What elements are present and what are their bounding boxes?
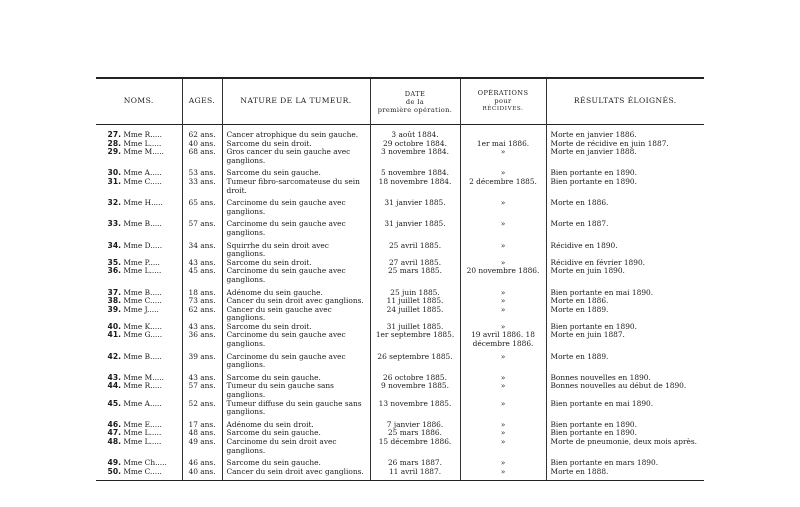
case-number: 44. <box>107 382 121 391</box>
patient-name: Mme G..... <box>123 331 163 340</box>
long-term-result: Morte en 1889. <box>546 353 704 370</box>
bottom-rule <box>96 480 704 481</box>
patient-age: 43 ans. <box>182 323 222 332</box>
long-term-result: Récidive en février 1890. <box>546 259 704 268</box>
patient-age: 57 ans. <box>182 382 222 399</box>
long-term-result: Morte en 1889. <box>546 306 704 323</box>
case-number: 28. <box>107 139 121 148</box>
header-results: RÉSULTATS ÉLOIGNÉS. <box>546 79 704 125</box>
patient-age: 48 ans. <box>182 429 222 438</box>
patient-name-cell <box>96 421 182 430</box>
patient-name-cell <box>96 242 182 259</box>
patient-name: Mme M..... <box>123 373 164 382</box>
first-operation-date: 25 mars 1886. <box>370 429 460 438</box>
patient-name-cell <box>96 148 182 165</box>
patient-name: Mme C..... <box>123 297 162 306</box>
case-number: 46. <box>107 420 121 429</box>
recurrence-operations: » <box>460 468 546 477</box>
recurrence-operations: » <box>460 421 546 430</box>
header-date-line3: première opération. <box>377 105 453 114</box>
table-row <box>96 242 704 259</box>
case-number: 41. <box>107 331 121 340</box>
tumor-nature: Adénome du sein gauche. <box>222 289 370 298</box>
long-term-result: Bien portante en mai 1890. <box>546 400 704 417</box>
tumor-nature: Cancer du sein droit avec ganglions. <box>222 297 370 306</box>
first-operation-date: 9 novembre 1885. <box>370 382 460 399</box>
table-row <box>96 323 704 332</box>
recurrence-operations: » <box>460 429 546 438</box>
patient-name-cell <box>96 323 182 332</box>
header-name: NOMS. <box>123 96 154 106</box>
table-row <box>96 468 704 477</box>
long-term-result: Morte en 1886. <box>546 297 704 306</box>
recurrence-operations: 20 novembre 1886. <box>460 267 546 284</box>
patient-name-cell <box>96 267 182 284</box>
table-row <box>96 459 704 468</box>
table-row <box>96 421 704 430</box>
patient-age: 53 ans. <box>182 169 222 178</box>
first-operation-date: 26 mars 1887. <box>370 459 460 468</box>
patient-age: 45 ans. <box>182 267 222 284</box>
first-operation-date: 3 novembre 1884. <box>370 148 460 165</box>
patient-name-cell <box>96 178 182 195</box>
patient-age: 39 ans. <box>182 353 222 370</box>
patient-age: 17 ans. <box>182 421 222 430</box>
tumor-nature: Sarcome du sein droit. <box>222 323 370 332</box>
case-number: 50. <box>107 467 121 476</box>
tumor-nature: Carcinome du sein droit avec ganglions. <box>222 438 370 455</box>
case-number: 49. <box>107 459 121 468</box>
case-number: 40. <box>107 322 121 331</box>
first-operation-date: 11 avril 1887. <box>370 468 460 477</box>
patient-age: 52 ans. <box>182 400 222 417</box>
case-number: 48. <box>107 438 121 446</box>
table-row <box>96 131 704 140</box>
first-operation-date: 3 août 1884. <box>370 131 460 140</box>
patient-name: Mme K..... <box>123 322 162 331</box>
first-operation-date: 15 décembre 1886. <box>370 438 460 455</box>
table-row <box>96 259 704 268</box>
long-term-result: Morte en juin 1887. <box>546 331 704 348</box>
recurrence-operations: » <box>460 374 546 383</box>
header-nature: NATURE DE LA TUMEUR. <box>222 79 370 125</box>
table-row <box>96 220 704 237</box>
table-row <box>96 169 704 178</box>
patient-name-cell <box>96 353 182 370</box>
case-number: 43. <box>107 373 121 382</box>
patient-age: 65 ans. <box>182 199 222 216</box>
table-row <box>96 429 704 438</box>
table-row <box>96 289 704 298</box>
patient-name: Mme D..... <box>123 241 163 250</box>
patient-name: Mme L..... <box>123 438 162 446</box>
tumor-nature: Cancer atrophique du sein gauche. <box>222 131 370 140</box>
first-operation-date: 27 avril 1885. <box>370 259 460 268</box>
patient-name-cell <box>96 297 182 306</box>
recurrence-operations: » <box>460 242 546 259</box>
first-operation-date: 11 juillet 1885. <box>370 297 460 306</box>
recurrence-operations: » <box>460 259 546 268</box>
first-operation-date: 31 janvier 1885. <box>370 220 460 237</box>
patient-age: 49 ans. <box>182 438 222 455</box>
recurrence-operations: » <box>460 382 546 399</box>
patient-name-cell <box>96 382 182 399</box>
case-number: 32. <box>107 199 121 208</box>
first-operation-date: 7 janvier 1886. <box>370 421 460 430</box>
first-operation-date: 13 novembre 1885. <box>370 400 460 417</box>
tumor-nature: Carcinome du sein gauche avec ganglions. <box>222 331 370 348</box>
tumor-nature: Carcinome du sein gauche avec ganglions. <box>222 220 370 237</box>
header-ops-line2: pour <box>494 97 512 106</box>
case-number: 42. <box>107 352 121 361</box>
patient-age: 46 ans. <box>182 459 222 468</box>
cases-table <box>96 79 704 480</box>
patient-age: 57 ans. <box>182 220 222 237</box>
case-number: 29. <box>107 148 121 157</box>
long-term-result: Morte de récidive en juin 1887. <box>546 140 704 149</box>
patient-name-cell <box>96 438 182 455</box>
patient-age: 43 ans. <box>182 374 222 383</box>
tumor-nature: Squirrhe du sein droit avec ganglions. <box>222 242 370 259</box>
case-number: 36. <box>107 267 121 276</box>
recurrence-operations: » <box>460 199 546 216</box>
patient-name: Mme L..... <box>123 267 162 276</box>
case-number: 37. <box>107 288 121 297</box>
header-age: AGES. <box>182 79 222 125</box>
patient-name: Mme E..... <box>123 420 162 429</box>
table-row <box>96 199 704 216</box>
header-ops-line3: RÉCIDIVES. <box>482 106 524 113</box>
patient-name-cell <box>96 374 182 383</box>
long-term-result: Morte en 1887. <box>546 220 704 237</box>
patient-age: 40 ans. <box>182 468 222 477</box>
patient-name-cell <box>96 220 182 237</box>
case-number: 45. <box>107 399 121 408</box>
patient-name-cell <box>96 459 182 468</box>
long-term-result: Bonnes nouvelles en 1890. <box>546 374 704 383</box>
patient-age: 62 ans. <box>182 131 222 140</box>
patient-name-cell <box>96 400 182 417</box>
first-operation-date: 26 octobre 1885. <box>370 374 460 383</box>
recurrence-operations: » <box>460 400 546 417</box>
tumor-nature: Sarcome du sein droit. <box>222 259 370 268</box>
patient-name: Mme B..... <box>123 220 162 229</box>
cases-table-wrap <box>96 77 704 481</box>
tumor-nature: Carcinome du sein gauche avec ganglions. <box>222 353 370 370</box>
long-term-result: Bien portante en 1890. <box>546 429 704 438</box>
table-row <box>96 148 704 165</box>
patient-age: 34 ans. <box>182 242 222 259</box>
patient-age: 62 ans. <box>182 306 222 323</box>
patient-name: Mme C..... <box>123 467 162 476</box>
patient-name-cell <box>96 169 182 178</box>
table-row <box>96 178 704 195</box>
recurrence-operations: » <box>460 148 546 165</box>
recurrence-operations <box>460 131 546 140</box>
patient-name-cell <box>96 306 182 323</box>
recurrence-operations: 19 avril 1886. 18 décembre 1886. <box>460 331 546 348</box>
table-row <box>96 297 704 306</box>
tumor-nature: Sarcome du sein droit. <box>222 140 370 149</box>
long-term-result: Morte en 1886. <box>546 199 704 216</box>
case-number: 39. <box>107 305 121 314</box>
long-term-result: Bonnes nouvelles au début de 1890. <box>546 382 704 399</box>
patient-name: Mme P..... <box>123 258 160 267</box>
patient-name: Mme J..... <box>123 305 159 314</box>
patient-name: Mme M..... <box>123 148 164 157</box>
long-term-result: Bien portante en mai 1890. <box>546 289 704 298</box>
first-operation-date: 31 janvier 1885. <box>370 199 460 216</box>
patient-name: Mme L..... <box>123 429 162 438</box>
case-number: 47. <box>107 429 121 438</box>
patient-age: 68 ans. <box>182 148 222 165</box>
recurrence-operations: » <box>460 438 546 455</box>
first-operation-date: 26 septembre 1885. <box>370 353 460 370</box>
long-term-result: Morte de pneumonie, deux mois après. <box>546 438 704 455</box>
table-row <box>96 374 704 383</box>
patient-age: 43 ans. <box>182 259 222 268</box>
table-row <box>96 382 704 399</box>
long-term-result: Récidive en 1890. <box>546 242 704 259</box>
patient-name: Mme B..... <box>123 288 162 297</box>
table-row <box>96 140 704 149</box>
header-ops-line1: OPÉRATIONS <box>477 89 529 98</box>
long-term-result: Bien portante en 1890. <box>546 169 704 178</box>
patient-name-cell <box>96 468 182 477</box>
case-number: 30. <box>107 169 121 178</box>
recurrence-operations: » <box>460 306 546 323</box>
case-number: 38. <box>107 297 121 306</box>
tumor-nature: Tumeur du sein gauche sans ganglions. <box>222 382 370 399</box>
first-operation-date: 1er septembre 1885. <box>370 331 460 348</box>
patient-name: Mme C..... <box>123 177 162 186</box>
tumor-nature: Sarcome du sein gauche. <box>222 374 370 383</box>
header-date-line1: DATE <box>404 89 426 98</box>
tumor-nature: Sarcome du sein gauche. <box>222 429 370 438</box>
tumor-nature: Cancer du sein droit avec ganglions. <box>222 468 370 477</box>
first-operation-date: 24 juillet 1885. <box>370 306 460 323</box>
patient-age: 36 ans. <box>182 331 222 348</box>
patient-age: 40 ans. <box>182 140 222 149</box>
long-term-result: Bien portante en 1890. <box>546 178 704 195</box>
recurrence-operations: » <box>460 353 546 370</box>
first-operation-date: 25 juin 1885. <box>370 289 460 298</box>
long-term-result: Bien portante en mars 1890. <box>546 459 704 468</box>
tumor-nature: Gros cancer du sein gauche avec ganglions. <box>222 148 370 165</box>
recurrence-operations: » <box>460 169 546 178</box>
case-number: 35. <box>107 258 121 267</box>
patient-name: Mme R..... <box>123 382 162 391</box>
long-term-result: Bien portante en 1890. <box>546 421 704 430</box>
tumor-nature: Carcinome du sein gauche avec ganglions. <box>222 199 370 216</box>
first-operation-date: 25 avril 1885. <box>370 242 460 259</box>
patient-age: 73 ans. <box>182 297 222 306</box>
first-operation-date: 5 novembre 1884. <box>370 169 460 178</box>
case-number: 31. <box>107 177 121 186</box>
long-term-result: Morte en janvier 1888. <box>546 148 704 165</box>
table-row <box>96 353 704 370</box>
patient-name: Mme A..... <box>123 169 162 178</box>
recurrence-operations: » <box>460 289 546 298</box>
tumor-nature: Adénome du sein droit. <box>222 421 370 430</box>
table-row <box>96 306 704 323</box>
recurrence-operations: 1er mai 1886. <box>460 140 546 149</box>
table-header <box>96 79 704 125</box>
long-term-result: Morte en janvier 1886. <box>546 131 704 140</box>
patient-name-cell <box>96 199 182 216</box>
first-operation-date: 29 octobre 1884. <box>370 140 460 149</box>
patient-age: 33 ans. <box>182 178 222 195</box>
table-body <box>96 125 704 481</box>
tumor-nature: Tumeur diffuse du sein gauche sans ganglions. <box>222 400 370 417</box>
table-row <box>96 267 704 284</box>
table-row <box>96 331 704 348</box>
patient-name-cell <box>96 289 182 298</box>
patient-name-cell <box>96 259 182 268</box>
long-term-result: Morte en 1888. <box>546 468 704 477</box>
header-date <box>370 79 460 125</box>
patient-age: 18 ans. <box>182 289 222 298</box>
patient-name: Mme B..... <box>123 352 162 361</box>
patient-name-cell <box>96 140 182 149</box>
first-operation-date: 31 juillet 1885. <box>370 323 460 332</box>
header-date-line2: de la <box>405 97 425 106</box>
recurrence-operations: » <box>460 297 546 306</box>
long-term-result: Bien portante en 1890. <box>546 323 704 332</box>
tumor-nature: Tumeur fibro-sarcomateuse du sein droit. <box>222 178 370 195</box>
case-number: 34. <box>107 241 121 250</box>
tumor-nature: Carcinome du sein gauche avec ganglions. <box>222 267 370 284</box>
tumor-nature: Sarcome du sein gauche. <box>222 169 370 178</box>
long-term-result: Morte en juin 1890. <box>546 267 704 284</box>
first-operation-date: 18 novembre 1884. <box>370 178 460 195</box>
recurrence-operations: » <box>460 323 546 332</box>
case-number: 33. <box>107 220 121 229</box>
first-operation-date: 25 mars 1885. <box>370 267 460 284</box>
patient-name: Mme H..... <box>123 199 163 208</box>
tumor-nature: Sarcome du sein gauche. <box>222 459 370 468</box>
table-row <box>96 400 704 417</box>
table-row <box>96 438 704 455</box>
header-operations <box>460 79 546 125</box>
patient-name: Mme R..... <box>123 131 162 139</box>
patient-name-cell <box>96 429 182 438</box>
patient-name-cell <box>96 131 182 140</box>
recurrence-operations: » <box>460 220 546 237</box>
patient-name-cell <box>96 331 182 348</box>
recurrence-operations: » <box>460 459 546 468</box>
patient-name: Mme Ch..... <box>123 459 167 468</box>
case-number: 27. <box>107 131 121 139</box>
tumor-nature: Cancer du sein gauche avec ganglions. <box>222 306 370 323</box>
patient-name: Mme L..... <box>123 139 162 148</box>
patient-name: Mme A..... <box>123 399 162 408</box>
recurrence-operations: 2 décembre 1885. <box>460 178 546 195</box>
